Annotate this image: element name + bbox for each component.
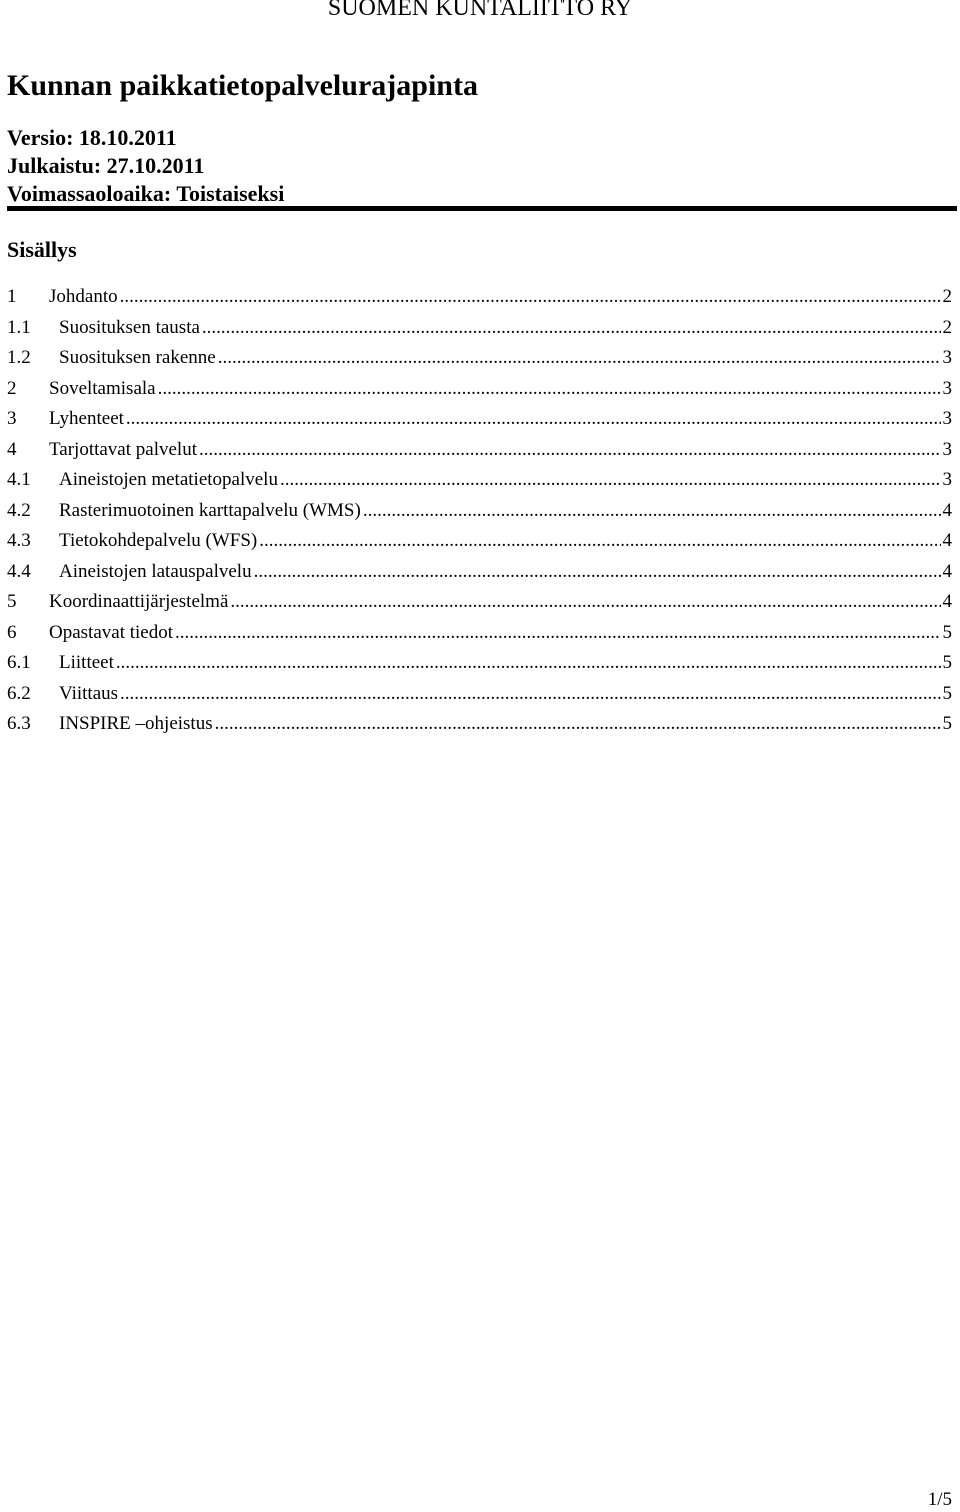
toc-entry-number: 5 [7,591,17,612]
published-line: Julkaistu: 27.10.2011 [7,153,205,178]
toc-dot-leader [158,374,941,405]
toc-entry-lyhenteet[interactable] [7,404,952,435]
table-of-contents [7,282,952,740]
validity-line: Voimassaoloaika: Toistaiseksi [7,181,285,206]
toc-entry-suosituksen-tausta[interactable] [7,313,952,344]
toc-entry-number: 1.2 [7,347,31,368]
organization-header: SUOMEN KUNTALIITTO RY [327,0,633,21]
toc-entry-page: 2 [942,286,952,307]
toc-entry-opastavat-tiedot[interactable] [7,618,952,649]
toc-entry-page: 3 [942,438,952,460]
toc-entry-page: 2 [942,316,952,338]
toc-dot-leader [230,587,940,618]
toc-entry-tietokohdepalvelu[interactable] [7,526,952,557]
toc-dot-leader [120,679,940,710]
toc-entry-number: 4.3 [7,530,31,551]
toc-entry-number: 3 [7,408,17,429]
toc-entry-label: Tietokohdepalvelu (WFS) [59,530,258,551]
toc-entry-page: 3 [942,347,952,368]
toc-entry-inspire-ohjeistus[interactable] [7,709,952,740]
toc-dot-leader [175,618,941,649]
toc-entry-viittaus[interactable] [7,679,952,710]
document-title: Kunnan paikkatietopalvelurajapinta [7,69,478,102]
toc-dot-leader [199,435,941,466]
toc-entry-label: Aineistojen latauspalvelu [59,560,252,582]
toc-entry-page: 4 [942,499,952,521]
toc-dot-leader [254,557,941,588]
toc-entry-label: Tarjottavat palvelut [49,438,197,460]
toc-entry-page: 3 [942,377,952,399]
toc-entry-label: Suosituksen rakenne [59,347,216,368]
toc-entry-number: 4.4 [7,560,31,582]
toc-dot-leader [259,526,940,557]
toc-entry-number: 6.3 [7,713,31,734]
toc-heading: Sisällys [7,237,77,262]
toc-entry-number: 6.1 [7,652,31,673]
toc-dot-leader [218,343,941,374]
toc-entry-page: 4 [942,530,952,551]
toc-entry-label: Johdanto [49,286,118,307]
toc-entry-number: 6.2 [7,682,31,704]
toc-entry-page: 5 [942,713,952,734]
toc-entry-page: 4 [942,591,952,612]
page-number: 1/5 [927,1489,952,1510]
toc-entry-soveltamisala[interactable] [7,374,952,405]
toc-entry-koordinaattijarjestelma[interactable] [7,587,952,618]
toc-entry-page: 3 [942,469,952,490]
toc-entry-page: 5 [942,652,952,673]
toc-entry-page: 5 [942,682,952,704]
toc-entry-number: 4.1 [7,469,31,490]
toc-entry-aineistojen-latauspalvelu[interactable] [7,557,952,588]
toc-entry-label: Aineistojen metatietopalvelu [59,469,278,490]
toc-entry-number: 4 [7,438,17,460]
toc-dot-leader [363,496,941,527]
toc-entry-label: Lyhenteet [49,408,124,429]
toc-entry-liitteet[interactable] [7,648,952,679]
toc-entry-label: Koordinaattijärjestelmä [49,591,229,612]
toc-entry-number: 6 [7,621,17,643]
toc-entry-suosituksen-rakenne[interactable] [7,343,952,374]
toc-entry-number: 1.1 [7,316,31,338]
toc-dot-leader [126,404,941,435]
toc-entry-number: 2 [7,377,17,399]
toc-entry-label: Rasterimuotoinen karttapalvelu (WMS) [59,499,361,521]
toc-entry-page: 5 [942,621,952,643]
toc-entry-johdanto[interactable] [7,282,952,313]
toc-dot-leader [116,648,941,679]
toc-dot-leader [215,709,941,740]
toc-dot-leader [280,465,941,496]
toc-dot-leader [202,313,941,344]
version-line: Versio: 18.10.2011 [7,125,177,150]
toc-entry-label: Liitteet [59,652,114,673]
toc-entry-label: INSPIRE –ohjeistus [59,713,213,734]
toc-entry-tarjottavat-palvelut[interactable] [7,435,952,466]
toc-entry-label: Suosituksen tausta [59,316,200,338]
toc-entry-aineistojen-metatietopalvelu[interactable] [7,465,952,496]
document-metadata [7,124,284,208]
toc-dot-leader [120,282,941,313]
toc-entry-rasterimuotoinen-karttapalvelu[interactable] [7,496,952,527]
header-divider [7,206,957,211]
toc-entry-page: 4 [942,560,952,582]
toc-entry-label: Opastavat tiedot [49,621,173,643]
toc-entry-number: 4.2 [7,499,31,521]
toc-entry-label: Viittaus [59,682,119,704]
toc-entry-page: 3 [942,408,952,429]
toc-entry-label: Soveltamisala [49,377,156,399]
toc-entry-number: 1 [7,286,17,307]
